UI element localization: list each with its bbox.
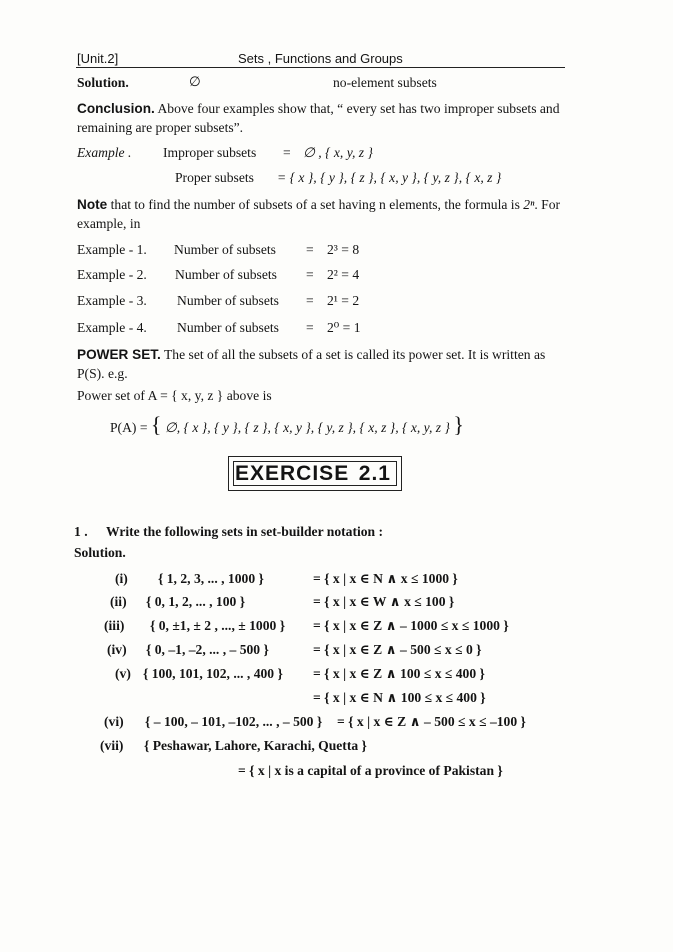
- example-value-3: 2¹ = 2: [327, 293, 360, 308]
- answer-num-iii: (iii): [104, 618, 125, 633]
- answer-num-vii: (vii): [100, 738, 124, 753]
- answer-solution-label: Solution.: [74, 545, 126, 560]
- header-rule: [76, 67, 565, 68]
- answer-builder-v-alt: = { x | x ∈ N ∧ 100 ≤ x ≤ 400 }: [313, 690, 486, 705]
- power-set-text: The set of all the subsets of a set is called its power set. It is written as P(S). e.g.: [77, 347, 546, 381]
- no-element-text: no-element subsets: [333, 75, 437, 90]
- note-text-a: that to find the number of subsets of a set having n elements, the formula is: [110, 197, 520, 212]
- note-paragraph: [77, 195, 565, 233]
- example-value-2: 2² = 4: [327, 267, 360, 282]
- chapter-title: Sets , Functions and Groups: [238, 51, 403, 66]
- answer-set-iii: { 0, ±1, ± 2 , ..., ± 1000 }: [150, 618, 286, 633]
- example-name-3: Number of subsets: [177, 293, 279, 308]
- answer-builder-v: = { x | x ∈ Z ∧ 100 ≤ x ≤ 400 }: [313, 666, 485, 681]
- power-set-paragraph: [77, 345, 565, 383]
- power-set-label: POWER SET.: [77, 347, 161, 362]
- example-label-1: Example - 1.: [77, 242, 147, 257]
- unit-label: [Unit.2]: [77, 51, 119, 66]
- exercise-number: 2.1: [358, 461, 391, 485]
- answer-builder-vi: = { x | x ∈ Z ∧ – 500 ≤ x ≤ –100 }: [337, 714, 526, 729]
- example-eq-4: =: [306, 320, 314, 335]
- note-text-b: . For example, in: [77, 197, 561, 231]
- solution-label: Solution.: [77, 75, 129, 90]
- improper-value: ∅ , { x, y, z }: [303, 145, 373, 160]
- answer-builder-iv: = { x | x ∈ Z ∧ – 500 ≤ x ≤ 0 }: [313, 642, 482, 657]
- pa-open-brace: {: [150, 412, 162, 437]
- proper-value: = { x }, { y }, { z }, { x, y }, { y, z }, { x, z }: [277, 170, 502, 185]
- answer-num-iv: (iv): [107, 642, 127, 657]
- answer-set-vii: { Peshawar, Lahore, Karachi, Quetta }: [144, 738, 367, 753]
- example-label-3: Example - 3.: [77, 293, 147, 308]
- example-label-4: Example - 4.: [77, 320, 147, 335]
- example-eq-1: =: [306, 242, 314, 257]
- answer-builder-iii: = { x | x ∈ Z ∧ – 1000 ≤ x ≤ 1000 }: [313, 618, 509, 633]
- answer-builder-i: = { x | x ∈ N ∧ x ≤ 1000 }: [313, 571, 458, 586]
- exercise-word: EXERCISE: [235, 461, 350, 485]
- pa-expression: [110, 412, 464, 438]
- exercise-heading: [228, 456, 402, 491]
- answer-num-i: (i): [115, 571, 128, 586]
- answer-builder-vii: = { x | x is a capital of a province of Pakistan }: [238, 763, 503, 778]
- example-name-1: Number of subsets: [174, 242, 276, 257]
- example-eq-3: =: [306, 293, 314, 308]
- conclusion-label: Conclusion.: [77, 101, 155, 116]
- pa-close-brace: }: [453, 412, 464, 437]
- power-set-line: Power set of A = { x, y, z } above is: [77, 388, 272, 403]
- note-label: Note: [77, 197, 108, 212]
- proper-label: Proper subsets: [175, 170, 254, 185]
- answer-builder-ii: = { x | x ∈ W ∧ x ≤ 100 }: [313, 594, 455, 609]
- example-eq-2: =: [306, 267, 314, 282]
- answer-set-ii: { 0, 1, 2, ... , 100 }: [146, 594, 246, 609]
- answer-set-i: { 1, 2, 3, ... , 1000 }: [158, 571, 264, 586]
- answer-num-ii: (ii): [110, 594, 127, 609]
- example-name-2: Number of subsets: [175, 267, 277, 282]
- answer-set-iv: { 0, –1, –2, ... , – 500 }: [146, 642, 269, 657]
- example-name-4: Number of subsets: [177, 320, 279, 335]
- empty-set-symbol: ∅: [189, 74, 201, 89]
- improper-label: Improper subsets: [163, 145, 257, 160]
- example-value-4: 2⁰ = 1: [327, 320, 361, 335]
- question-number: 1 .: [74, 524, 88, 539]
- example-value-1: 2³ = 8: [327, 242, 360, 257]
- note-formula: 2ⁿ: [523, 197, 535, 212]
- example-label: Example .: [77, 145, 132, 160]
- answer-num-vi: (vi): [104, 714, 124, 729]
- question-text: Write the following sets in set-builder notation :: [106, 524, 384, 539]
- example-label-2: Example - 2.: [77, 267, 147, 282]
- conclusion-paragraph: [77, 99, 565, 137]
- answer-set-vi: { – 100, – 101, –102, ... , – 500 }: [145, 714, 323, 729]
- answer-set-v: { 100, 101, 102, ... , 400 }: [143, 666, 283, 681]
- improper-eq: =: [283, 145, 291, 160]
- answer-num-v: (v): [115, 666, 131, 681]
- pa-value: ∅, { x }, { y }, { z }, { x, y }, { y, z }, { x, z }, { x, y, z }: [164, 420, 450, 435]
- conclusion-text: Above four examples show that, “ every set has two improper subsets and remaining are proper subsets”.: [77, 101, 560, 135]
- pa-label: P(A) =: [110, 420, 148, 435]
